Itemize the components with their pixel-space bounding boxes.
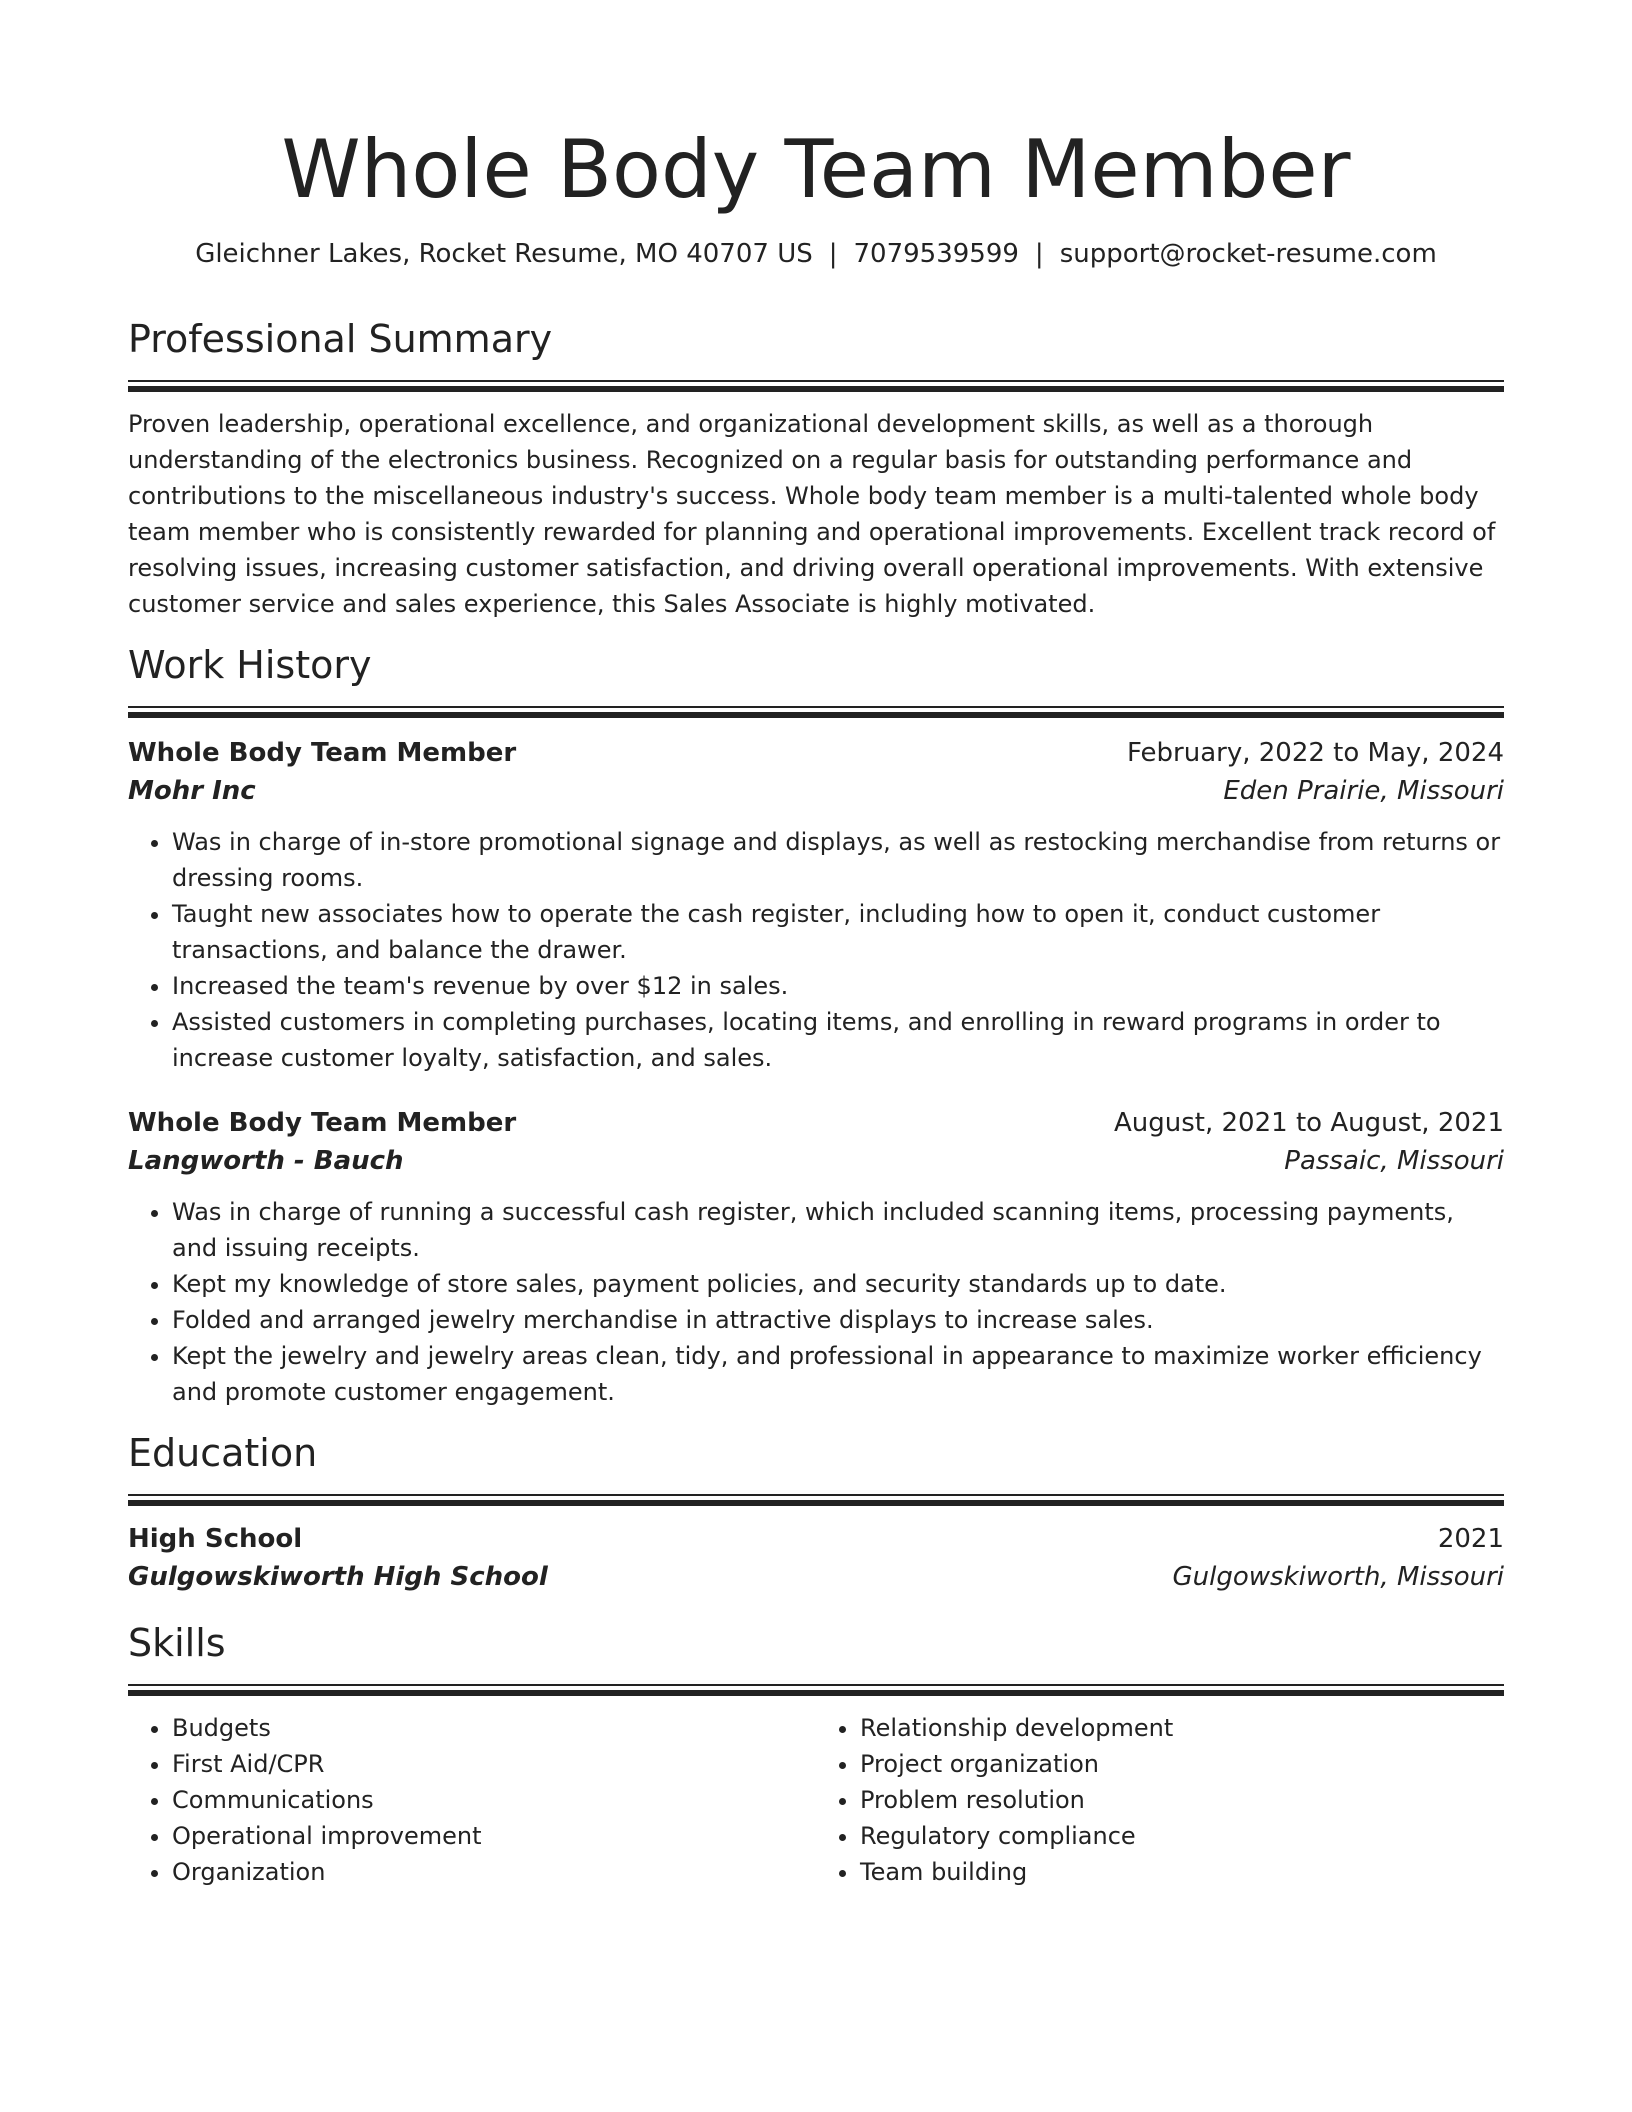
work-history-section (128, 640, 1504, 1410)
contact-separator: | (1034, 239, 1044, 269)
contact-phone: 7079539599 (853, 239, 1019, 269)
duty-item: • Kept my knowledge of store sales, payment policies, and security standards up to date. (172, 1266, 1504, 1302)
education-entry (128, 1520, 1504, 1596)
contact-email: support@rocket-resume.com (1059, 239, 1437, 269)
summary-text: Proven leadership, operational excellence, and organizational development skills, as well as a thorough understanding of the electronics business. Recognized on a regular basis for outstanding performance and contributions to the miscellaneous industry's success. Whole body team member is a multi-talented whole body team member who is consistently rewarded for planning and operational improvements. Excellent track record of resolving issues, increasing customer satisfaction, and driving overall operational improvements. With extensive customer service and sales experience, this Sales Associate is highly motivated. (128, 410, 1496, 618)
job-entry (128, 734, 1504, 1076)
job-company: Langworth - Bauch (128, 1146, 404, 1176)
section-divider (128, 706, 1504, 718)
skill-item: • Team building (860, 1854, 1504, 1890)
skill-item: • Project organization (860, 1746, 1504, 1782)
job-company: Mohr Inc (128, 776, 256, 806)
job-location: Eden Prairie, Missouri (1223, 776, 1504, 806)
education-year: 2021 (1437, 1524, 1504, 1554)
section-title-summary: Professional Summary (128, 317, 553, 361)
contact-separator: | (828, 239, 838, 269)
duty-item: • Was in charge of in-store promotional signage and displays, as well as restocking merchandise from returns or dressing rooms. (172, 824, 1504, 896)
skills-list (128, 1710, 1504, 1890)
duty-item: • Taught new associates how to operate the cash register, including how to open it, conduct customer transactions, and balance the drawer. (172, 896, 1504, 968)
skill-item: • Operational improvement (172, 1818, 816, 1854)
candidate-name: Whole Body Team Member (281, 123, 1351, 216)
education-degree: High School (128, 1524, 303, 1554)
skills-section (128, 1618, 1504, 1890)
summary-section (128, 314, 1504, 622)
contact-line (128, 236, 1504, 272)
skills-column-right (816, 1710, 1504, 1890)
skill-item: • Organization (172, 1854, 816, 1890)
duty-item: • Was in charge of running a successful cash register, which included scanning items, processing payments, and issuing receipts. (172, 1194, 1504, 1266)
skill-item: • Communications (172, 1782, 816, 1818)
job-title: Whole Body Team Member (128, 1108, 517, 1138)
job-dates: August, 2021 to August, 2021 (1114, 1108, 1504, 1138)
duty-item: • Kept the jewelry and jewelry areas clean, tidy, and professional in appearance to maximize worker efficiency and promote customer engagement. (172, 1338, 1504, 1410)
skill-item: • Relationship development (860, 1710, 1504, 1746)
skill-item: • Problem resolution (860, 1782, 1504, 1818)
skill-item: • Regulatory compliance (860, 1818, 1504, 1854)
job-duties (128, 1194, 1504, 1410)
section-title-work-history: Work History (128, 643, 372, 687)
job-location: Passaic, Missouri (1284, 1146, 1504, 1176)
education-school: Gulgowskiworth High School (128, 1562, 548, 1592)
duty-item: • Assisted customers in completing purchases, locating items, and enrolling in reward programs in order to increase customer loyalty, satisfaction, and sales. (172, 1004, 1504, 1076)
skills-column-left (128, 1710, 816, 1890)
job-entry (128, 1104, 1504, 1410)
skill-item: • First Aid/CPR (172, 1746, 816, 1782)
job-dates: February, 2022 to May, 2024 (1127, 738, 1504, 768)
section-divider (128, 1684, 1504, 1696)
section-title-education: Education (128, 1431, 318, 1475)
contact-address: Gleichner Lakes, Rocket Resume, MO 40707 US (195, 239, 813, 269)
skill-item: • Budgets (172, 1710, 816, 1746)
duty-item: • Folded and arranged jewelry merchandise in attractive displays to increase sales. (172, 1302, 1504, 1338)
job-duties (128, 824, 1504, 1076)
section-divider (128, 1494, 1504, 1506)
section-divider (128, 380, 1504, 392)
section-title-skills: Skills (128, 1621, 226, 1665)
job-title: Whole Body Team Member (128, 738, 517, 768)
education-section (128, 1428, 1504, 1596)
education-location: Gulgowskiworth, Missouri (1172, 1562, 1504, 1592)
duty-item: • Increased the team's revenue by over $12 in sales. (172, 968, 1504, 1004)
